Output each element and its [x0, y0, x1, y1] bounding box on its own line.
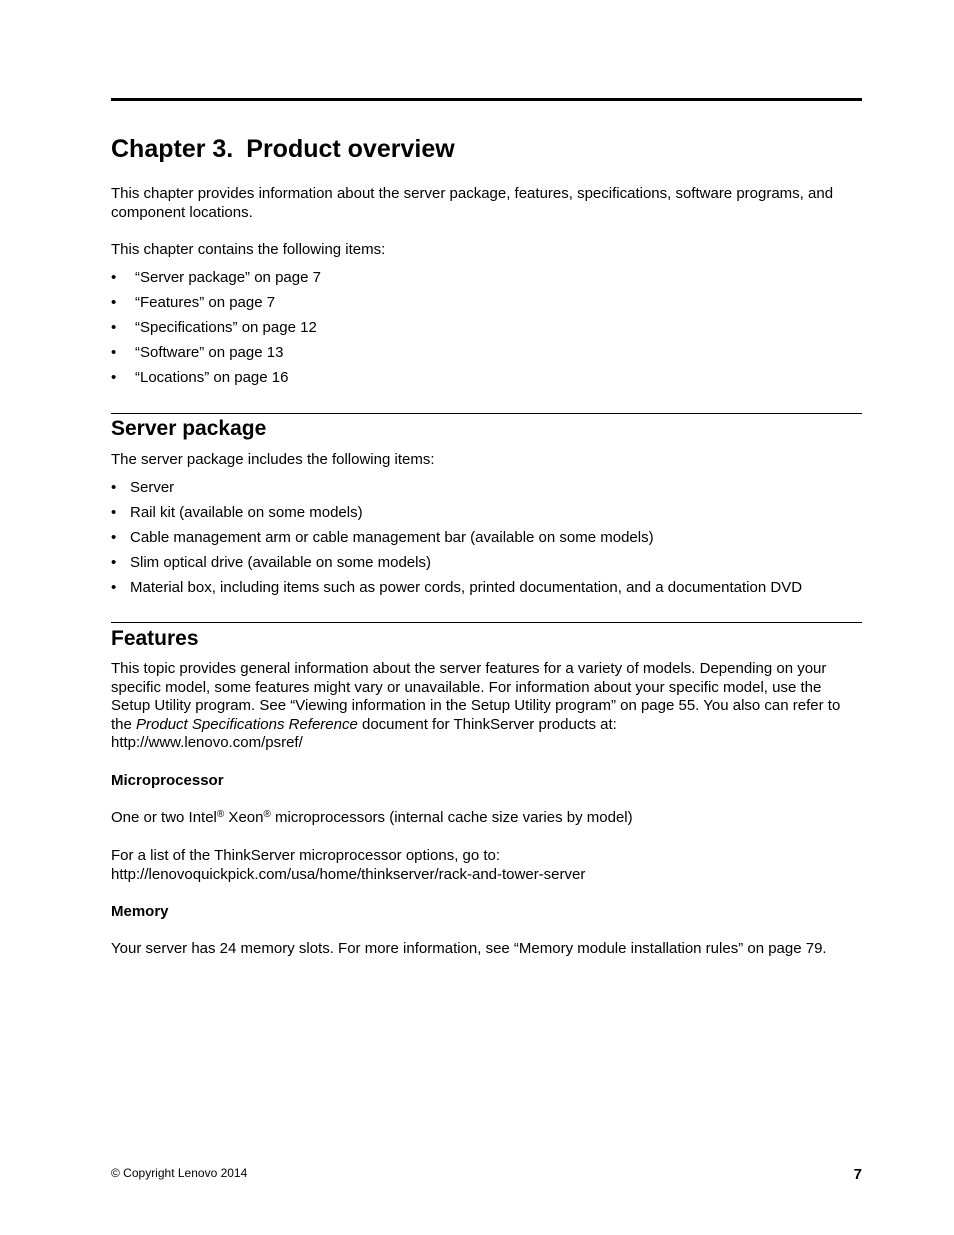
subsection-title-memory: Memory — [111, 903, 169, 920]
list-item[interactable] — [111, 269, 321, 294]
server-package-intro: The server package includes the following items: — [111, 451, 435, 468]
features-intro-text-end: document for ThinkServer products at: — [357, 715, 617, 733]
list-item — [111, 479, 802, 504]
quickpick-link[interactable]: http://lenovoquickpick.com/usa/home/thinkserver/rack-and-tower-server — [111, 865, 586, 883]
list-item[interactable] — [111, 369, 321, 394]
section-rule-features — [111, 622, 862, 623]
toc-link-specifications[interactable]: “Specifications” on page 12 — [135, 319, 317, 336]
chapter-top-rule — [111, 98, 862, 101]
chapter-number: Chapter 3. — [111, 135, 234, 163]
features-intro-text: This topic provides general information about the server features for a variety of models. Depending on your specific model, some features might vary or unavailable. For information about your specific model, use the Setup Utility program. See “Viewing information in the Setup Utility program” on page 55. You also can refer to the — [111, 660, 841, 733]
registered-mark: ® — [263, 809, 271, 820]
list-item — [111, 554, 802, 579]
registered-mark: ® — [216, 809, 225, 820]
bullet-mark: • — [111, 319, 117, 336]
chapter-intro: This chapter provides information about the server package, features, specifications, software programs, and component locations. — [111, 185, 834, 221]
microprocessor-options — [111, 847, 862, 884]
chapter-contains-text: This chapter contains the following items: — [111, 241, 386, 258]
list-item — [111, 529, 802, 554]
chapter-name: Product overview — [246, 135, 455, 163]
chapter-title — [111, 133, 455, 165]
document-page — [111, 0, 862, 1235]
subsection-title-microprocessor: Microprocessor — [111, 772, 224, 789]
package-item: Rail kit (available on some models) — [130, 504, 363, 521]
package-item: Cable management arm or cable management bar (available on some models) — [130, 529, 654, 546]
microprocessor-text-a: One or two Intel — [111, 809, 217, 826]
features-intro — [111, 660, 862, 753]
section-title-features: Features — [111, 627, 199, 650]
list-item[interactable] — [111, 344, 321, 369]
package-item: Server — [130, 479, 175, 496]
list-item — [111, 504, 802, 529]
toc-link-software[interactable]: “Software” on page 13 — [135, 344, 284, 361]
chapter-toc-list — [111, 269, 321, 394]
bullet-mark: • — [111, 294, 117, 311]
toc-link-locations[interactable]: “Locations” on page 16 — [135, 369, 289, 386]
package-item: Slim optical drive (available on some models) — [130, 554, 431, 571]
microprocessor-text-b: Xeon — [224, 809, 264, 826]
toc-link-server-package[interactable]: “Server package” on page 7 — [135, 269, 321, 286]
list-item[interactable] — [111, 319, 321, 344]
section-title-server-package: Server package — [111, 417, 267, 440]
footer-page-number: 7 — [853, 1166, 862, 1183]
bullet-mark: • — [111, 479, 117, 496]
microprocessor-text-c: microprocessors (internal cache size varies by model) — [270, 809, 633, 826]
bullet-mark: • — [111, 529, 117, 546]
microprocessor-text — [111, 809, 862, 828]
microprocessor-options-text: For a list of the ThinkServer microprocessor options, go to: — [111, 847, 501, 864]
bullet-mark: • — [111, 269, 117, 286]
server-package-list — [111, 479, 802, 604]
memory-text: Your server has 24 memory slots. For more information, see “Memory module installation rules” on page 79. — [111, 940, 827, 957]
bullet-mark: • — [111, 344, 117, 361]
list-item — [111, 579, 802, 604]
bullet-mark: • — [111, 554, 117, 571]
section-rule-server-package — [111, 413, 862, 414]
bullet-mark: • — [111, 369, 117, 386]
psref-document-title: Product Specifications Reference — [136, 715, 358, 733]
list-item[interactable] — [111, 294, 321, 319]
package-item: Material box, including items such as power cords, printed documentation, and a documentation DVD — [130, 579, 803, 596]
bullet-mark: • — [111, 504, 117, 521]
bullet-mark: • — [111, 579, 117, 596]
footer-copyright: © Copyright Lenovo 2014 — [111, 1166, 248, 1180]
toc-link-features[interactable]: “Features” on page 7 — [135, 294, 276, 311]
psref-link[interactable]: http://www.lenovo.com/psref/ — [111, 734, 303, 751]
